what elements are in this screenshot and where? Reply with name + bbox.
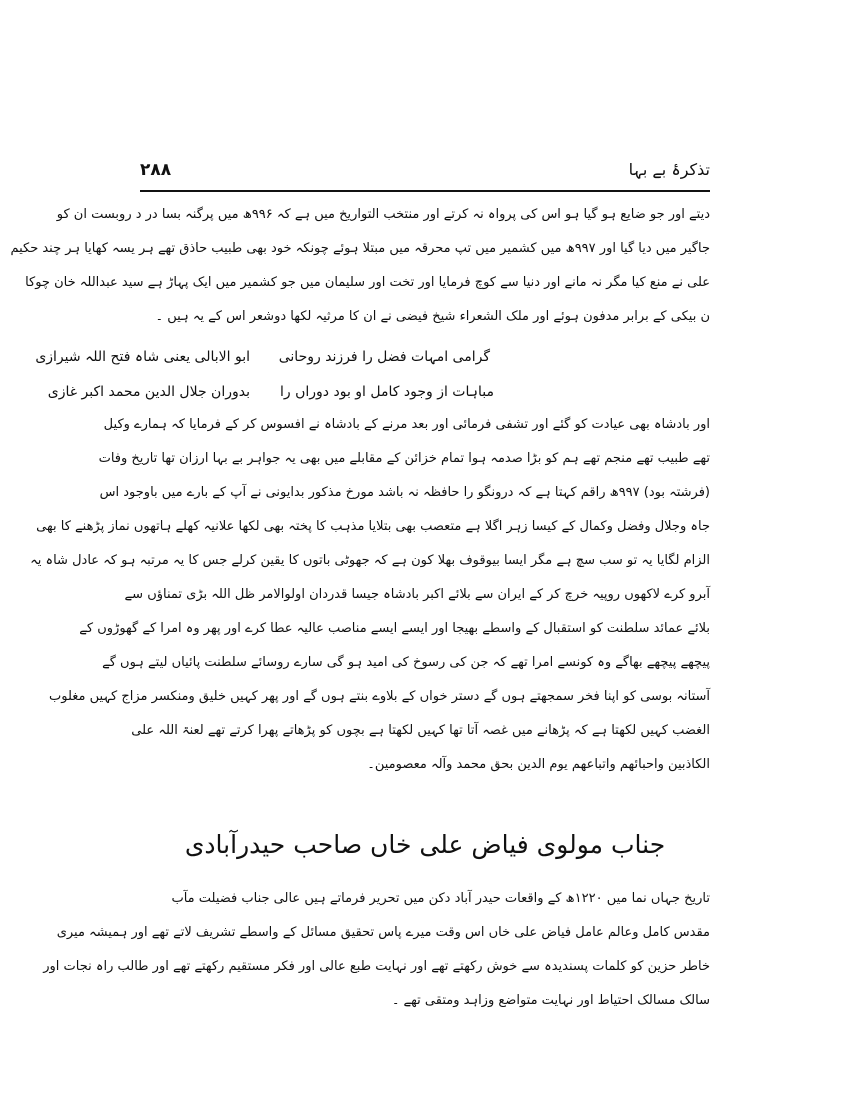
text-line: آستانہ بوسی کو اپنا فخر سمجھتے ہوں گے دستر خواں کے بلاوے بنتے ہوں گے اور پھر کہیں خلیق ومنکسر مزاج کہیں مغلوب: [49, 689, 710, 704]
text-line: سالک مسالک احتیاط اور نہایت متواضع وزاہد ومتقی تھے ۔: [391, 993, 710, 1008]
text-line: جاگیر میں دیا گیا اور ۹۹۷ھ میں کشمیر میں تپ محرقہ میں مبتلا ہوئے چونکہ خود بھی طبیب حاذق تھے ہر یسہ کھایا ہر چند حکیم: [10, 241, 710, 256]
text-line: پیچھے پیچھے بھاگے وہ کونسے امرا تھے کہ جن کی رسوخ کی امید ہو گی سارے روسائے سلطنت پائیاں لیتے ہوں گے: [102, 655, 710, 670]
couplet-1-first-hemistich: گرامی امہات فضل را فرزند روحانی: [278, 349, 490, 365]
running-title: تذکرۂ بے بہا: [628, 160, 710, 179]
text-line: مقدس کامل وعالم عامل فیاض علی خاں اس وقت میرے پاس تحقیق مسائل کے واسطے تشریف لاتے تھے اور ہمیشہ میری: [56, 925, 710, 940]
text-line: اور بادشاہ بھی عیادت کو گئے اور تشفی فرمائی اور بعد مرنے کے بادشاہ نے افسوس کر کے فرمایا کہ ہمارے وکیل: [103, 417, 710, 432]
text-line: دیتے اور جو ضایع ہو گیا ہو اس کی پرواہ نہ کرتے اور منتخب التواریخ میں ہے کہ ۹۹۶ھ میں پرگنہ بسا در د روبست ان کو: [56, 207, 710, 222]
text-line: تھے طبیب تھے منجم تھے ہم کو بڑا صدمہ ہوا تمام خزائن کے مقابلے میں بھی یہ جواہر بے بہا ارزان تھا تاریخ وفات: [98, 451, 710, 466]
text-line: ن بیکی کے برابر مدفون ہوئے اور ملک الشعراء شیخ فیضی نے ان کا مرثیہ لکھا دوشعر اس کے یہ ہیں ۔: [155, 309, 710, 324]
text-line: الغضب کہیں لکھتا ہے کہ پڑھانے میں غصہ آتا تھا کہیں لکھتا ہے بچوں کو پڑھاتے پھرا کرتے تھے لعنۃ اللہ علی: [131, 723, 710, 738]
text-line: الکاذبین واحبائھم واتباعھم یوم الدین بحق محمد وآلہ معصومین۔: [367, 757, 710, 772]
page-number: ۲۸۸: [140, 160, 172, 180]
text-line: خاطر حزین کو کلمات پسندیدہ سے خوش رکھتے تھے اور نہایت طبع عالی اور فکر مستقیم رکھتے تھے اور طالب راہ نجات اور: [43, 959, 710, 974]
section-heading: جناب مولوی فیاض علی خاں صاحب حیدرآبادی: [184, 830, 666, 859]
paragraph-1: [10, 198, 710, 338]
text-line: آبرو کرے لاکھوں روپیہ خرچ کر کے ایران سے بلائے اکبر بادشاہ جیسا قدردان اولوالامر ظل اللہ بڑی تمناؤں سے: [124, 587, 710, 602]
text-line: جاہ وجلال وفضل وکمال کے کیسا زہر اگلا ہے متعصب بھی بتلایا مذہب کا پختہ بھی لکھا علانیہ کھلے ہاتھوں نماز پڑھنے کا بھی: [36, 519, 710, 534]
text-line: الزام لگایا یہ تو سب سچ ہے مگر ایسا بیوقوف بھلا کون ہے کہ جھوٹی باتوں کا یقین کرلے جس کا یہ مرتبہ ہو کہ عادل شاہ یہ: [30, 553, 710, 568]
paragraph-2: [30, 408, 710, 808]
couplet-2-first-hemistich: مباہات از وجود کامل او بود دوراں را: [280, 384, 494, 400]
couplet-1-second-hemistich: ابو الابالی یعنی شاہ فتح اللہ شیرازی: [35, 349, 250, 365]
header-rule: [140, 190, 710, 192]
couplet-2-second-hemistich: بدوران جلال الدین محمد اکبر غازی: [47, 384, 250, 400]
text-line: بلائے عمائد سلطنت کو استقبال کے واسطے بھیجا اور ایسے ایسے مناصب عالیہ عطا کرے اور پھر وہ امرا کے گھوڑوں کے: [79, 621, 710, 636]
text-line: (فرشتہ بود) ۹۹۷ھ راقم کہتا ہے کہ درونگو را حافظہ نہ باشد مورخ مذکور بدایونی نے آپ کے بارے میں باوجود اس: [99, 485, 710, 500]
paragraph-3: [43, 882, 710, 1022]
page-header: [140, 160, 710, 190]
text-line: تاریخ جہاں نما میں ۱۲۲۰ھ کے واقعات حیدر آباد دکن میں تحریر فرماتے ہیں عالی جناب فضیلت مآب: [171, 891, 710, 906]
text-line: علی نے منع کیا مگر نہ مانے اور دنیا سے کوچ فرمایا اور تخت اور سلیمان میں جو کشمیر میں ایک پہاڑ ہے سید عبداللہ خان چوکا: [25, 275, 710, 290]
